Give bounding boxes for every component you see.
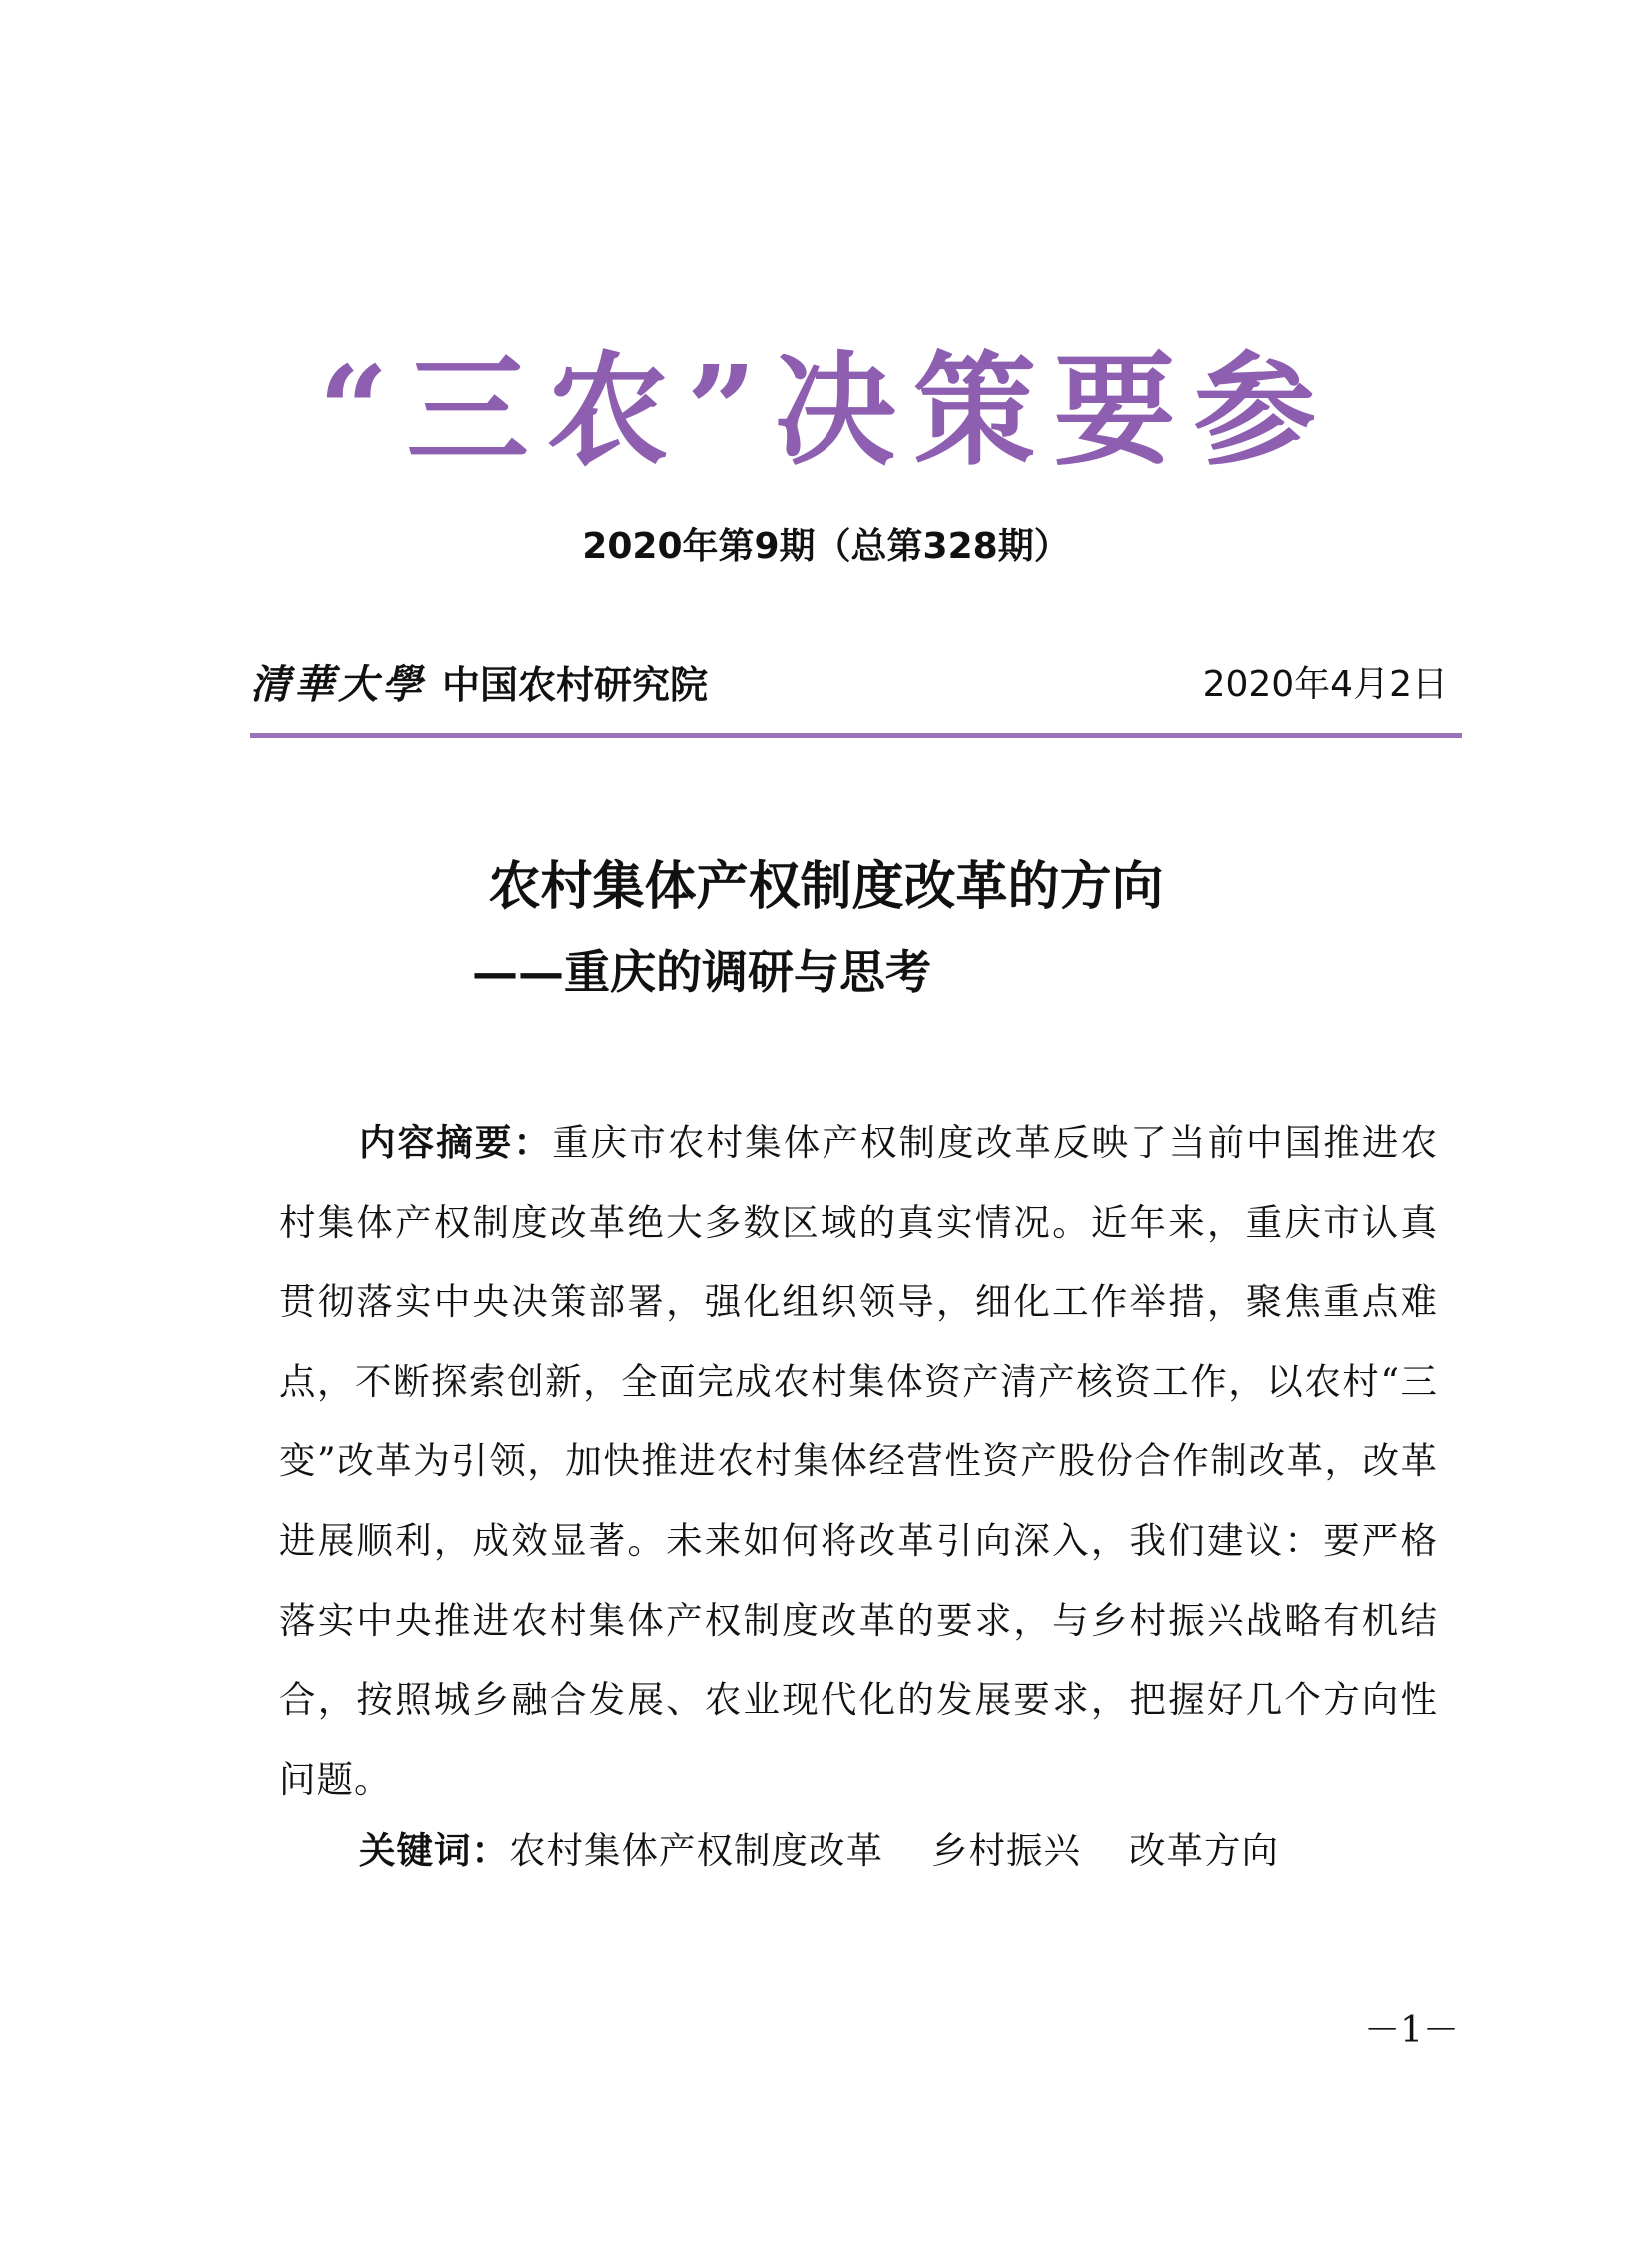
keywords-label: 关键词： [359,1829,509,1872]
issue-number: 2020年第9期（总第328期） [582,526,1070,567]
publisher [250,655,708,715]
journal-title: “三农”决策要参 [318,338,1334,482]
masthead-row [250,655,1462,715]
article-title: 农村集体产权制度改革的方向 [488,856,1164,917]
abstract-label: 内容摘要： [359,1122,553,1164]
publication-date: 2020年4月2日 [1202,664,1448,705]
institute-name: 中国农村研究院 [442,663,709,707]
university-logo-text: 清華大學 [250,661,426,708]
keyword-item: 改革方向 [1129,1829,1279,1872]
keyword-item: 农村集体产权制度改革 [509,1829,883,1872]
article-subtitle: ——重庆的调研与思考 [472,945,931,999]
page-number: －1－ [1364,2010,1459,2051]
header-divider [250,733,1462,738]
abstract-text: 重庆市农村集体产权制度改革反映了当前中国推进农村集体产权制度改革绝大多数区域的真实情况。近年来，重庆市认真贯彻落实中央决策部署，强化组织领导，细化工作举措，聚焦重点难点，不断探索创新，全面完成农村集体资产清产核资工作，以农村“三变”改革为引领，加快推进农村集体经营性资产股份合作制改革，改革进展顺利，成效显著。未来如何将改革引向深入，我们建议：要严格落实中央推进农村集体产权制度改革的要求，与乡村振兴战略有机结合，按照城乡融合发展、农业现代化的发展要求，把握好几个方向性问题。 [279,1122,1439,1801]
keywords [359,1811,1327,1891]
keyword-item: 乡村振兴 [931,1829,1081,1872]
abstract [279,1104,1438,1819]
